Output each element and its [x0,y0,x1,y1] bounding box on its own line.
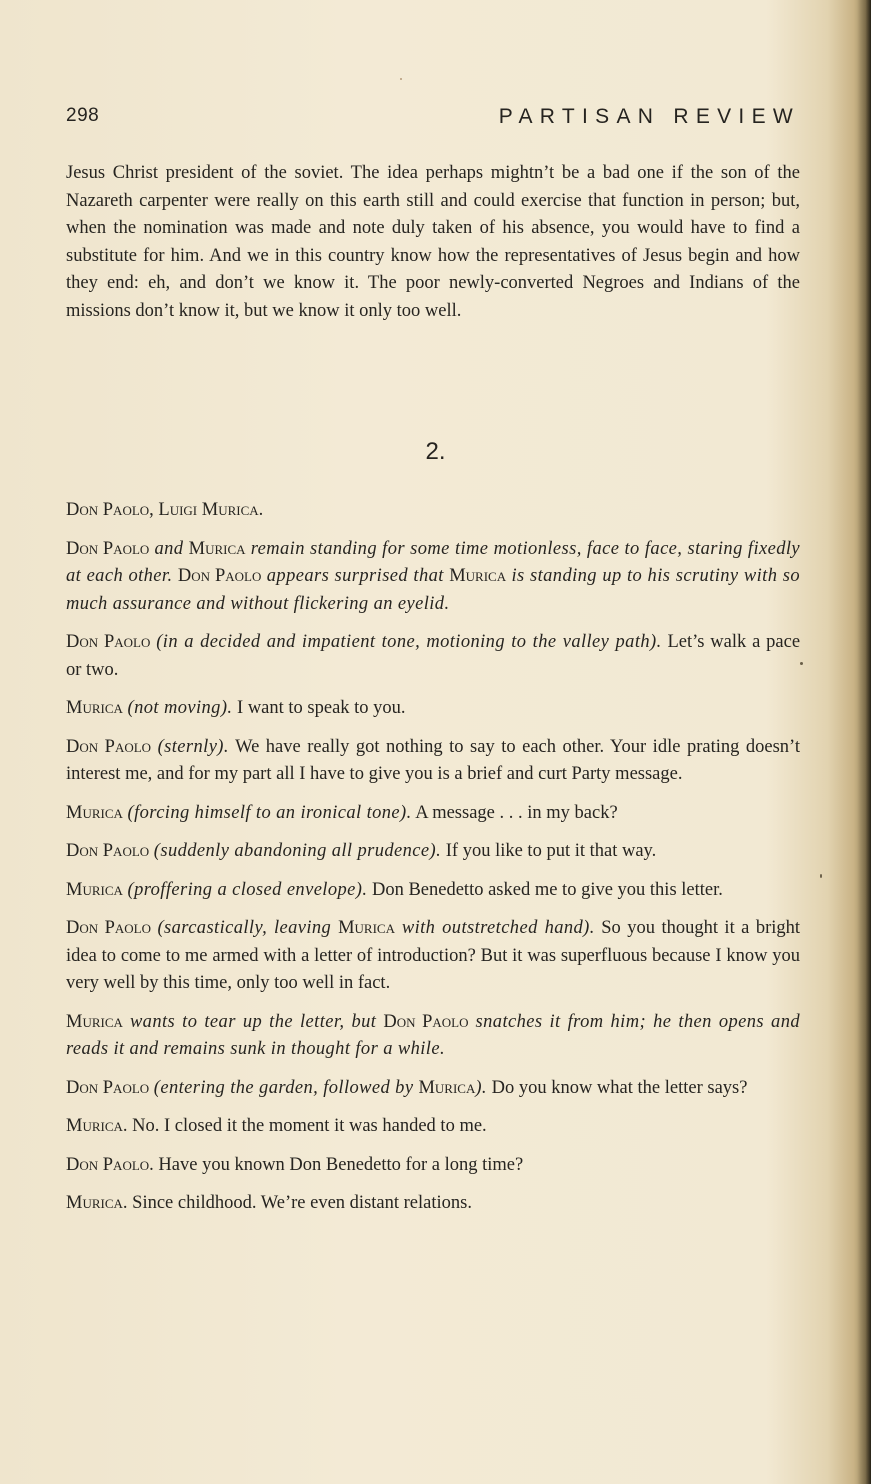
stage-direction-text: (sarcastically, leaving [157,918,339,938]
paper-speck [820,874,822,878]
page-number: 298 [66,105,100,126]
speech-text: Since childhood. We’re even distant relations. [127,1193,472,1213]
speaker-name: Murica [449,566,507,586]
speaker-name: Don Paolo [66,918,151,938]
dialogue-line [66,800,800,828]
speaker-name: Murica [66,879,123,900]
speech-text: A message . . . in my back? [411,802,618,823]
stage-direction [66,1009,800,1064]
speaker-name: Don Paolo [66,1077,150,1098]
journal-title: PARTISAN REVIEW [498,105,800,128]
stage-direction-text: appears surprised that [261,566,450,586]
stage-direction-text: with outstretched hand). [394,918,595,938]
dialogue-line [66,877,800,905]
speaker-name: Murica [66,1011,123,1032]
stage-direction-text: (suddenly abandoning all prudence). [153,841,442,861]
speaker-name: Don Paolo [66,538,150,559]
stage-direction-text: and [149,538,189,559]
stage-direction [66,536,800,619]
stage-direction-text: remain standing for some time motionless, face to face, staring fixedly at each other. [66,538,801,586]
speech-text: If you like to put it that way. [441,841,657,861]
speech-text: No. I closed it the moment it was handed to me. [127,1116,487,1136]
dialogue-line [66,734,800,789]
speaker-name: Murica [418,1077,476,1098]
stage-direction-text: (entering the garden, followed by [153,1077,419,1098]
dialogue-line [66,1190,800,1218]
speech-text: Do you know what the letter says? [486,1077,748,1098]
speaker-name: Murica. [66,1116,128,1136]
stage-direction-text: (in a decided and impatient tone, motioning to the valley path). [156,632,662,652]
dialogue-line [66,838,800,866]
stage-direction-text: (not moving). [127,698,233,718]
stage-direction-text: snatches it from him; he then opens and reads it and remains sunk in thought for a while. [66,1011,801,1059]
dialogue-line [66,1075,800,1103]
speech-text: Have you known Don Benedetto for a long time? [153,1154,524,1175]
speaker-name: Murica [66,698,123,718]
speech-text: Don Benedetto asked me to give you this letter. [367,879,723,900]
speech-text: So you thought it a bright idea to come to me armed with a letter of introduction? But it was superfluous because I know you very well by this time, only too well in fact. [66,918,801,993]
stage-direction-text: ). [475,1077,487,1098]
stage-direction-text: (sternly). [157,736,229,757]
speech-text: Let’s walk a pace or two. [66,632,801,680]
speaker-name: Don Paolo [66,736,152,757]
section-number: 2. [425,438,446,465]
stage-direction-text: is standing up to his scrutiny with so much assurance and without flickering an eyelid. [66,566,801,614]
stage-direction-text: (proffering a closed envelope). [127,879,368,900]
paper-speck [800,662,803,665]
dialogue-section [66,497,800,1229]
paper-speck [400,78,402,80]
speaker-name: Murica [338,918,395,938]
speech-text: We have really got nothing to say to each other. Your idle prating doesn’t interest me, and for my part all I have to give you is a brief and curt Party message. [66,736,801,784]
character-list-text: Don Paolo, Luigi Murica. [66,500,264,520]
dialogue-line [66,915,800,998]
dialogue-line [66,1113,800,1141]
speaker-name: Don Paolo. [66,1154,154,1175]
character-list [66,497,800,525]
speaker-name: Don Paolo [177,566,262,586]
speech-text: I want to speak to you. [232,698,406,718]
stage-direction-text: wants to tear up the letter, but [122,1011,384,1032]
opening-paragraph: Jesus Christ president of the soviet. The idea perhaps mightn’t be a bad one if the son of the Nazareth carpenter were really on this earth still and could exercise that function in person; but, when the nomination was made and note duly taken of his absence, you would have to find a substitute for him. And we in this country know how the representatives of Jesus begin and how they end: eh, and don’t we know it. The poor newly-converted Negroes and Indians of the missions don’t know it, but we know it only too well. [66,163,800,321]
dialogue-line [66,629,800,684]
dialogue-line [66,1152,800,1180]
speaker-name: Don Paolo [66,632,151,652]
speaker-name: Don Paolo [66,841,150,861]
speaker-name: Murica [188,538,246,559]
speaker-name: Murica. [66,1193,128,1213]
page-binding-shadow [857,0,871,1484]
dialogue-line [66,695,800,723]
speaker-name: Don Paolo [383,1011,469,1032]
stage-direction-text: (forcing himself to an ironical tone). [127,802,412,823]
speaker-name: Murica [66,802,123,823]
running-header [66,105,800,135]
